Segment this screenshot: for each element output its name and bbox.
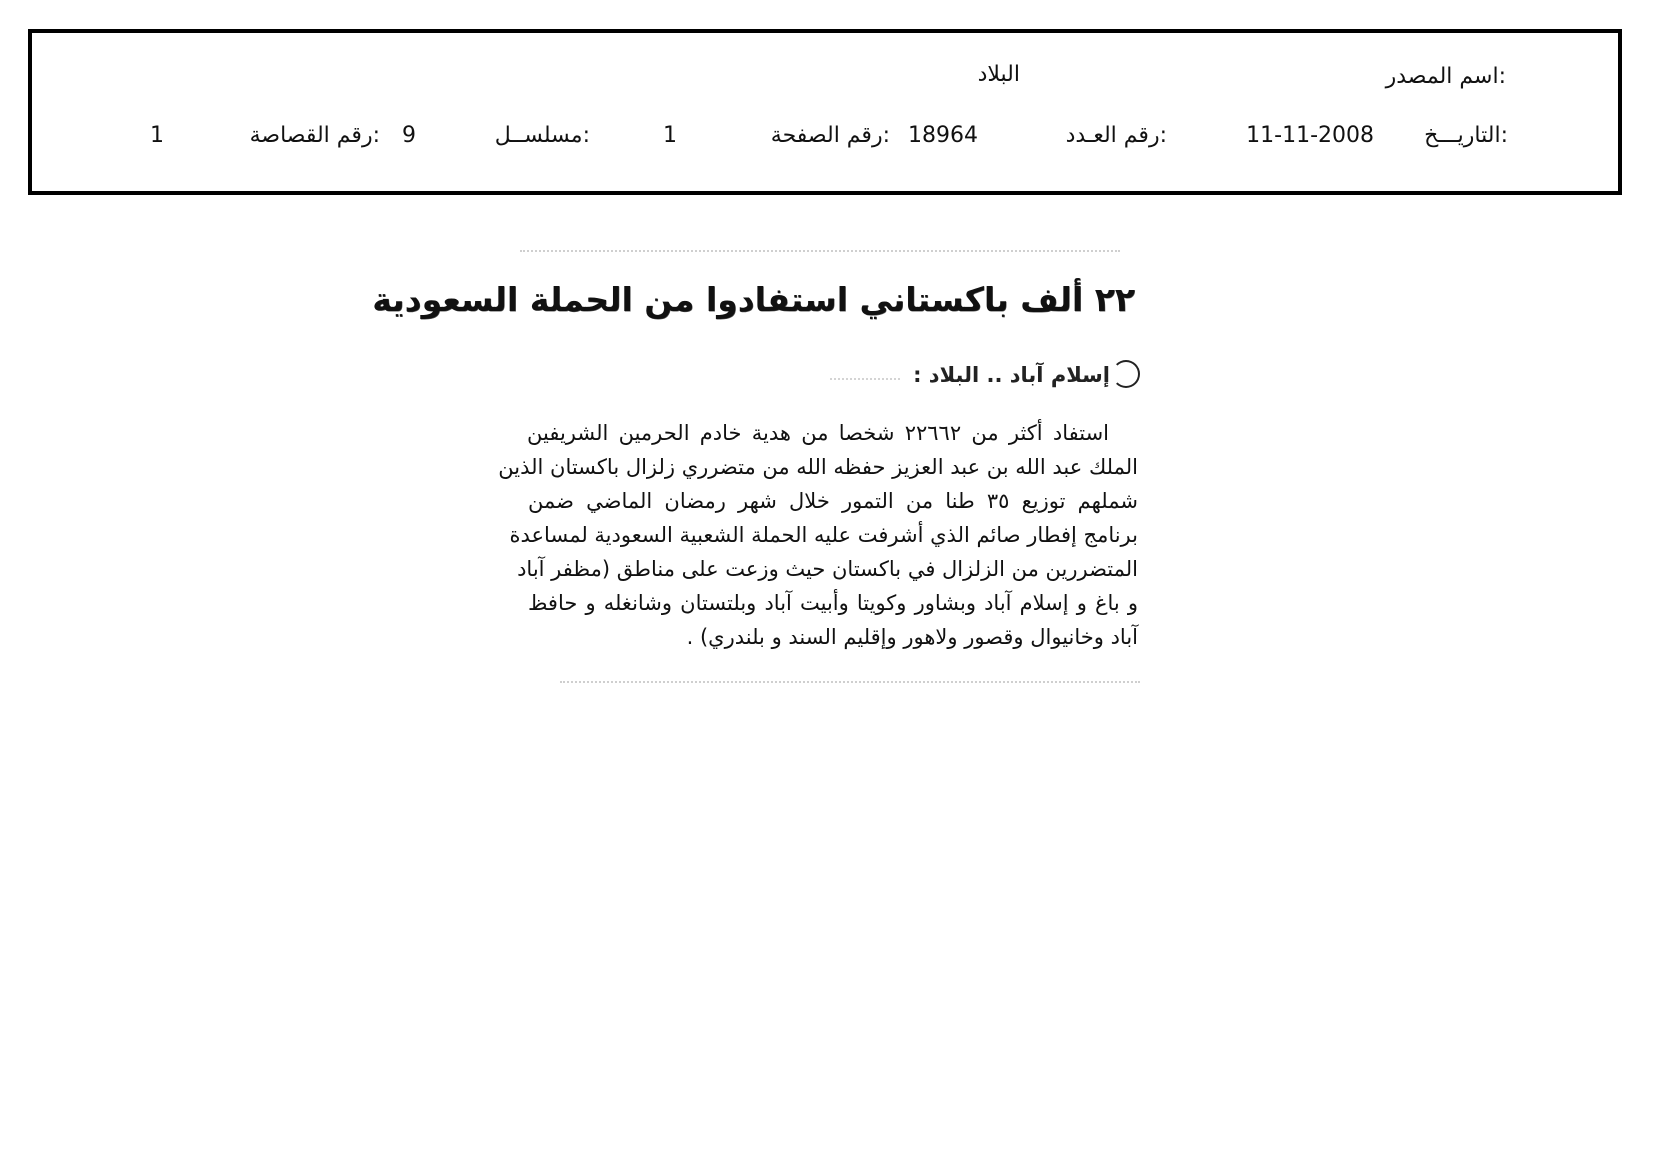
article-dateline-block — [820, 356, 1140, 396]
dateline-fade-mark — [830, 378, 900, 380]
article-body-line: و باغ و إسلام آباد وبشاور وكويتا وأبيت آباد وبلتستان وشانغله و حافظ — [528, 591, 1138, 615]
article-body-line: شملهم توزيع ٣٥ طنا من التمور خلال شهر رمضان الماضي ضمن — [528, 489, 1138, 513]
page-value: 1 — [663, 123, 677, 148]
article-headline: ٢٢ ألف باكستاني استفادوا من الحملة السعودية — [372, 280, 1135, 319]
article-body-line: الملك عبد الله بن عبد العزيز حفظه الله من متضرري زلزال باكستان الذين — [498, 455, 1138, 479]
clip-label: رقم القصاصة: — [249, 123, 380, 148]
issue-value: 18964 — [908, 123, 978, 148]
article-body-line: آباد وخانيوال وقصور ولاهور وإقليم السند و بلندري) . — [686, 625, 1138, 649]
article-body-line: برنامج إفطار صائم الذي أشرفت عليه الحملة الشعبية السعودية لمساعدة — [509, 523, 1138, 547]
issue-label: رقم العـدد: — [1065, 123, 1167, 148]
metadata-box — [28, 29, 1622, 195]
clip-value: 1 — [150, 123, 164, 148]
source-value: البلاد — [977, 62, 1020, 87]
date-label: التاريـــخ: — [1424, 123, 1508, 148]
dateline-circle-icon — [1112, 360, 1140, 388]
article-body-line: المتضررين من الزلزال في باكستان حيث وزعت على مناطق (مظفر آباد — [517, 557, 1138, 581]
serial-value: 9 — [402, 123, 416, 148]
article-dateline: إسلام آباد .. البلاد : — [913, 363, 1110, 387]
page-label: رقم الصفحة: — [770, 123, 890, 148]
serial-label: مسلســل: — [494, 123, 590, 148]
article-body-line: استفاد أكثر من ٢٢٦٦٢ شخصا من هدية خادم الحرمين الشريفين — [527, 421, 1109, 445]
clipping-top-edge — [520, 250, 1120, 252]
date-value: 11-11-2008 — [1246, 123, 1374, 148]
clipping-bottom-edge — [560, 681, 1140, 683]
source-label: اسم المصدر: — [1385, 64, 1506, 89]
